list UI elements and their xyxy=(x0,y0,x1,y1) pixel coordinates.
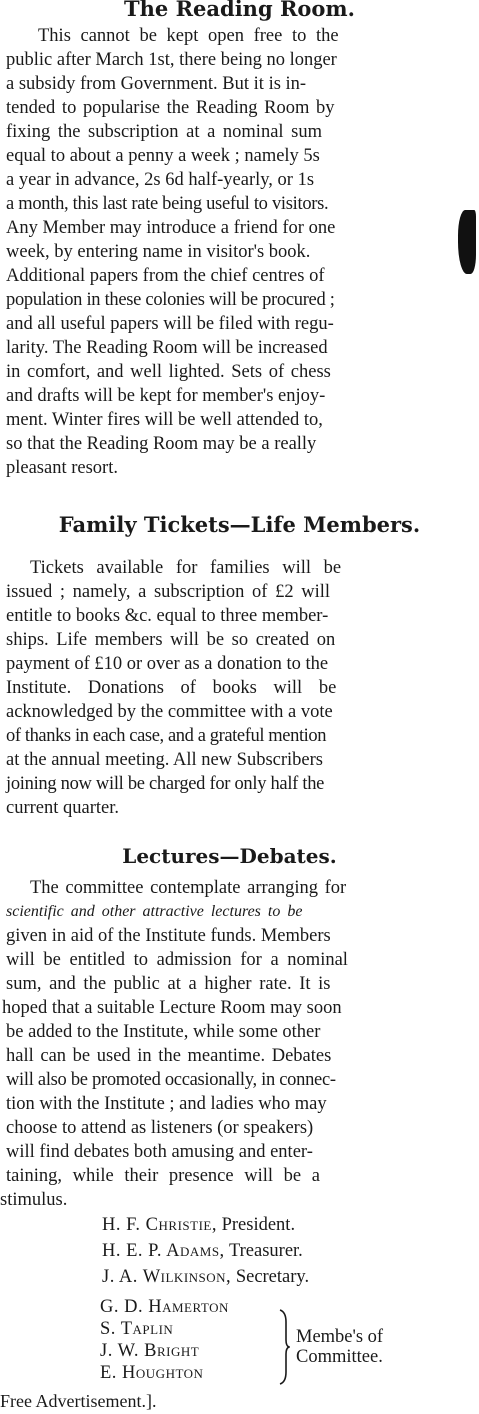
text-line: be added to the Institute, while some other xyxy=(6,1022,321,1042)
text-line: of thanks in each case, and a grateful mention xyxy=(6,726,327,746)
text-line: The committee contemplate arranging for xyxy=(30,878,347,898)
signatory-role: Secretary. xyxy=(235,1267,310,1287)
committee-label: Committee. xyxy=(296,1347,383,1367)
signatory-secretary xyxy=(102,1266,309,1288)
text-line: in comfort, and well lighted. Sets of chess xyxy=(6,362,331,382)
text-line: tion with the Institute ; and ladies who may xyxy=(6,1094,327,1114)
text-line: a month, this last rate being useful to visitors. xyxy=(6,194,329,214)
committee-member: E. Houghton xyxy=(100,1363,204,1383)
text-line: hoped that a suitable Lecture Room may soon xyxy=(2,998,342,1018)
text-line: week, by entering name in visitor's book. xyxy=(6,242,311,262)
text-line: payment of £10 or over as a donation to the xyxy=(6,654,329,674)
footer-note: Free Advertisement.]. xyxy=(0,1391,157,1411)
committee-member: G. D. Hamerton xyxy=(100,1297,229,1317)
signatory-president xyxy=(102,1214,295,1236)
signatory-name: H. F. Christie, xyxy=(102,1215,217,1235)
committee-member: S. Taplin xyxy=(100,1319,174,1339)
text-line: so that the Reading Room may be a really xyxy=(6,434,317,454)
text-line: and drafts will be kept for member's enjoy- xyxy=(6,386,326,406)
text-line: and all useful papers will be filed with regu- xyxy=(6,314,334,334)
text-line: sum, and the public at a higher rate. It is xyxy=(6,974,331,994)
signatory-name: H. E. P. Adams, xyxy=(102,1241,225,1261)
text-line: Institute. Donations of books will be xyxy=(6,678,337,698)
text-line: pleasant resort. xyxy=(6,458,118,478)
text-line: equal to about a penny a week ; namely 5s xyxy=(6,146,320,166)
text-line: a subsidy from Government. But it is in- xyxy=(6,74,307,94)
text-line: public after March 1st, there being no longer xyxy=(6,50,337,70)
text-line: current quarter. xyxy=(6,798,119,818)
text-line: given in aid of the Institute funds. Members xyxy=(6,926,331,946)
text-line: a year in advance, 2s 6d half-yearly, or 1s xyxy=(6,170,315,190)
signatory-name: J. A. Wilkinson, xyxy=(102,1267,232,1287)
text-line: hall can be used in the meantime. Debates xyxy=(6,1046,332,1066)
text-line: will be entitled to admission for a nominal xyxy=(6,950,348,970)
text-line: Tickets available for families will be xyxy=(30,558,342,578)
text-line: at the annual meeting. All new Subscribers xyxy=(6,750,323,770)
text-line: stimulus. xyxy=(0,1190,68,1210)
text-line: This cannot be kept open free to the xyxy=(38,26,339,46)
text-line: Additional papers from the chief centres of xyxy=(6,266,325,286)
text-line: tended to popularise the Reading Room by xyxy=(6,98,335,118)
text-line: ment. Winter fires will be well attended to, xyxy=(6,410,323,430)
text-line: acknowledged by the committee with a vote xyxy=(6,702,333,722)
text-line: ships. Life members will be so created on xyxy=(6,630,336,650)
text-line: Any Member may introduce a friend for one xyxy=(6,218,336,238)
text-line: fixing the subscription at a nominal sum xyxy=(6,122,323,142)
section-heading-family-tickets: Family Tickets—Life Members. xyxy=(58,512,421,537)
signatory-role: President. xyxy=(221,1215,296,1235)
text-line: scientific and other attractive lectures to be xyxy=(6,903,303,920)
committee-member: J. W. Bright xyxy=(100,1341,200,1361)
section-heading-reading-room: The Reading Room. xyxy=(124,0,355,21)
signatory-role: Treasurer. xyxy=(228,1241,303,1261)
brace-icon xyxy=(278,1308,290,1386)
committee-label: Membe's of xyxy=(296,1327,384,1347)
text-line: will find debates both amusing and enter- xyxy=(6,1142,313,1162)
text-line: larity. The Reading Room will be increased xyxy=(6,338,328,358)
text-line: population in these colonies will be procured ; xyxy=(6,290,335,310)
section-heading-lectures-debates: Lectures—Debates. xyxy=(122,844,337,868)
ink-blot xyxy=(458,210,476,274)
text-line: joining now will be charged for only half the xyxy=(6,774,325,794)
signatory-treasurer xyxy=(102,1240,303,1262)
text-line: taining, while their presence will be a xyxy=(6,1166,320,1186)
text-line: entitle to books &c. equal to three member- xyxy=(6,606,329,626)
text-line: issued ; namely, a subscription of £2 will xyxy=(6,582,330,602)
text-line: will also be promoted occasionally, in connec- xyxy=(6,1070,336,1090)
text-line: choose to attend as listeners (or speakers) xyxy=(6,1118,314,1138)
